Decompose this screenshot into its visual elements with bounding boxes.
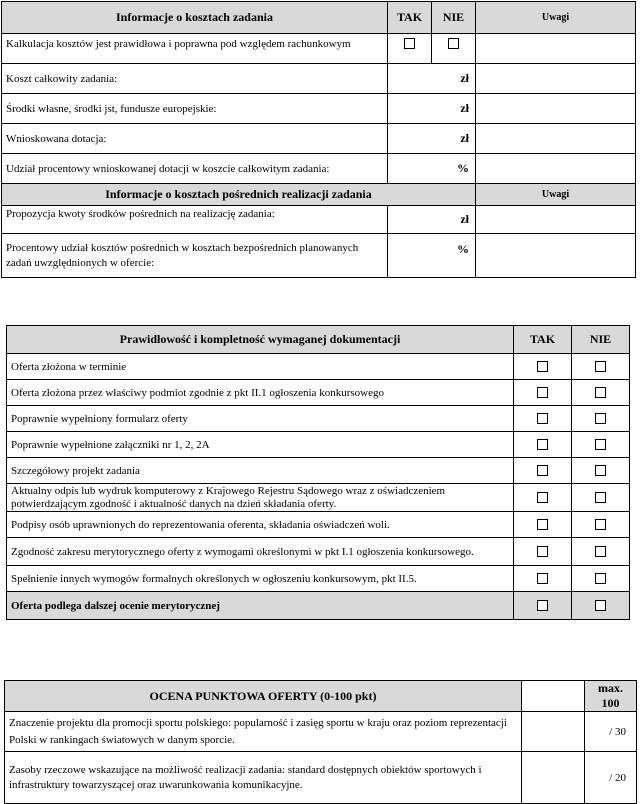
notes-field[interactable]	[476, 206, 636, 234]
no-checkbox[interactable]	[595, 413, 606, 424]
doc-row-label: Oferta złożona przez właściwy podmiot zgodnie z pkt II.1 ogłoszenia konkursowego	[7, 380, 514, 406]
yes-checkbox[interactable]	[537, 465, 548, 476]
yes-checkbox[interactable]	[404, 38, 415, 49]
max-points: / 20	[585, 752, 637, 804]
notes-field[interactable]	[476, 124, 636, 154]
doc-row-label: Szczegółowy projekt zadania	[7, 458, 514, 484]
no-checkbox[interactable]	[595, 387, 606, 398]
cost-row-label: Koszt całkowity zadania:	[2, 64, 388, 94]
doc-row-label: Podpisy osób uprawnionych do reprezentowania oferenta, składania oświadczeń woli.	[7, 512, 514, 538]
yes-checkbox[interactable]	[537, 387, 548, 398]
score-entry-header	[522, 681, 585, 712]
doc-row-label: Oferta złożona w terminie	[7, 354, 514, 380]
yes-checkbox[interactable]	[537, 492, 548, 503]
documentation-table	[6, 325, 630, 620]
score-input[interactable]	[522, 712, 585, 752]
cost-row-label: Środki własne, środki jst, fundusze europejskie:	[2, 94, 388, 124]
no-checkbox[interactable]	[595, 600, 606, 611]
cost-row-label: Kalkulacja kosztów jest prawidłowa i poprawna pod względem rachunkowym	[2, 34, 388, 64]
costs-table	[1, 1, 636, 278]
col-no: NIE	[432, 2, 476, 34]
col-no: NIE	[572, 326, 630, 354]
notes-field[interactable]	[476, 234, 636, 278]
col-yes: TAK	[514, 326, 572, 354]
max-points: / 30	[585, 712, 637, 752]
no-checkbox[interactable]	[595, 465, 606, 476]
notes-field[interactable]	[476, 64, 636, 94]
cost-row-label: Udział procentowy wnioskowanej dotacji w koszcie całkowitym zadania:	[2, 154, 388, 184]
doc-row-label: Poprawnie wypełnione załączniki nr 1, 2, 2A	[7, 432, 514, 458]
scoring-criterion-label: Znaczenie projektu dla promocji sportu polskiego: popularność i zasięg sportu w kraju oraz poziom reprezentacji Polski w rankingach światowych w danym sporcie.	[5, 712, 522, 752]
yes-checkbox[interactable]	[537, 361, 548, 372]
no-checkbox[interactable]	[595, 573, 606, 584]
amount-field[interactable]: zł	[388, 124, 476, 154]
yes-checkbox[interactable]	[537, 600, 548, 611]
yes-checkbox[interactable]	[537, 413, 548, 424]
indirect-row-label: Procentowy udział kosztów pośrednich w kosztach bezpośrednich planowanych zadań uwzględnionych w ofercie:	[2, 234, 388, 278]
yes-checkbox[interactable]	[537, 546, 548, 557]
no-checkbox[interactable]	[595, 361, 606, 372]
notes-field[interactable]	[476, 34, 636, 64]
score-input[interactable]	[522, 752, 585, 804]
percent-field[interactable]: %	[388, 154, 476, 184]
final-eligibility-label: Oferta podlega dalszej ocenie merytorycznej	[7, 592, 514, 620]
scoring-header: OCENA PUNKTOWA OFERTY (0-100 pkt)	[5, 681, 522, 712]
amount-field[interactable]: zł	[388, 94, 476, 124]
doc-row-label: Spełnienie innych wymogów formalnych określonych w ogłoszeniu konkursowym, pkt II.5.	[7, 566, 514, 592]
yes-checkbox[interactable]	[537, 573, 548, 584]
scoring-criterion-label: Zasoby rzeczowe wskazujące na możliwość realizacji zadania: standard dostępnych obiektów sportowych i infrastruktury towarzyszącej oraz uwarunkowania komunikacyjne.	[5, 752, 522, 804]
notes-field[interactable]	[476, 154, 636, 184]
amount-field[interactable]: zł	[388, 64, 476, 94]
no-checkbox[interactable]	[595, 519, 606, 530]
doc-row-label: Poprawnie wypełniony formularz oferty	[7, 406, 514, 432]
max-score-label: max. 100	[585, 681, 637, 712]
indirect-row-label: Propozycja kwoty środków pośrednich na realizację zadania:	[2, 206, 388, 234]
no-checkbox[interactable]	[595, 439, 606, 450]
amount-field[interactable]: zł	[388, 206, 476, 234]
scoring-table	[4, 680, 637, 804]
cost-row-label: Wnioskowana dotacja:	[2, 124, 388, 154]
indirect-costs-header: Informacje o kosztach pośrednich realizacji zadania	[2, 184, 476, 206]
indirect-notes-header: Uwagi	[476, 184, 636, 206]
doc-row-label: Aktualny odpis lub wydruk komputerowy z Krajowego Rejestru Sądowego wraz z oświadczeniem potwierdzającym zgodność i aktualność danych na dzień składania oferty.	[7, 484, 514, 512]
yes-checkbox[interactable]	[537, 519, 548, 530]
no-checkbox[interactable]	[595, 492, 606, 503]
no-checkbox[interactable]	[448, 38, 459, 49]
no-checkbox[interactable]	[595, 546, 606, 557]
yes-checkbox[interactable]	[537, 439, 548, 450]
col-yes: TAK	[388, 2, 432, 34]
notes-field[interactable]	[476, 94, 636, 124]
percent-field[interactable]: %	[388, 234, 476, 278]
col-notes: Uwagi	[476, 2, 636, 34]
doc-row-label: Zgodność zakresu merytorycznego oferty z wymogami określonymi w pkt I.1 ogłoszenia konkursowego.	[7, 538, 514, 566]
docs-header: Prawidłowość i kompletność wymaganej dokumentacji	[7, 326, 514, 354]
costs-header: Informacje o kosztach zadania	[2, 2, 388, 34]
